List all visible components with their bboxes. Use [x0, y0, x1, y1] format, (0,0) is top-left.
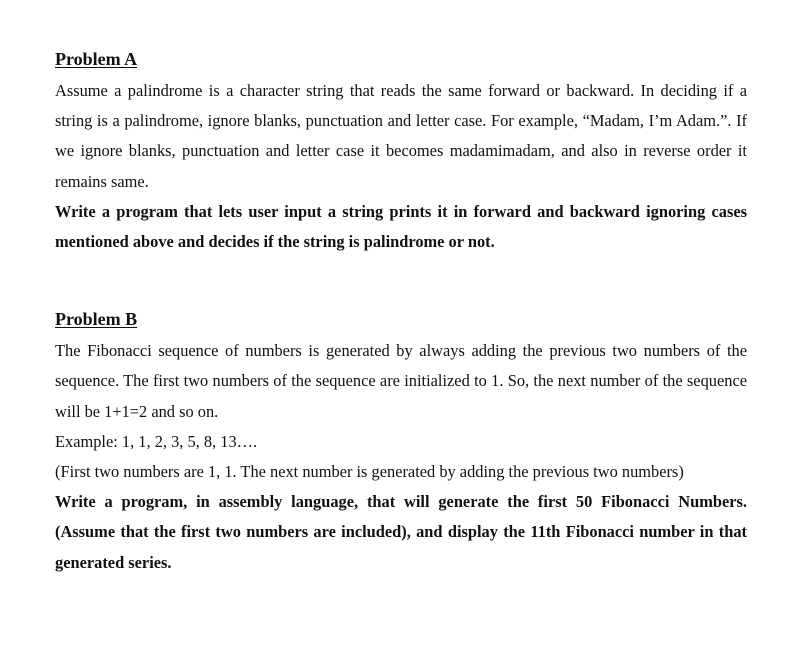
problem-b-example: Example: 1, 1, 2, 3, 5, 8, 13….: [55, 431, 258, 451]
problem-b-task: Write a program, in assembly language, that will generate the first 50 Fibonacci Numbers. (Assume that the first two numbers are included), and display the 11th Fibonacci number in that generated series.: [55, 492, 747, 572]
problem-b-note: (First two numbers are 1, 1. The next number is generated by adding the previous two numbers): [55, 462, 684, 482]
section-gap: [55, 257, 747, 306]
problem-b-title: Problem B: [55, 309, 138, 330]
problem-a-section: [55, 46, 747, 257]
problem-a-description: Assume a palindrome is a character string that reads the same forward or backward. In deciding if a string is a palindrome, ignore blanks, punctuation and letter case. For example, “Madam, I’m Adam.”. If we ignore blanks, punctuation and letter case it becomes madamimadam, and also in reverse order it remains same.: [55, 81, 747, 191]
problem-b-description: The Fibonacci sequence of numbers is generated by always adding the previous two numbers of the sequence. The first two numbers of the sequence are initialized to 1. So, the next number of the sequence will be 1+1=2 and so on.: [55, 341, 747, 421]
problem-a-title: Problem A: [55, 49, 138, 69]
problem-a-task: Write a program that lets user input a string prints it in forward and backward ignoring cases mentioned above and decides if the string is palindrome or not.: [55, 201, 747, 252]
problem-b-section: [55, 306, 747, 578]
document-page: [55, 46, 747, 578]
